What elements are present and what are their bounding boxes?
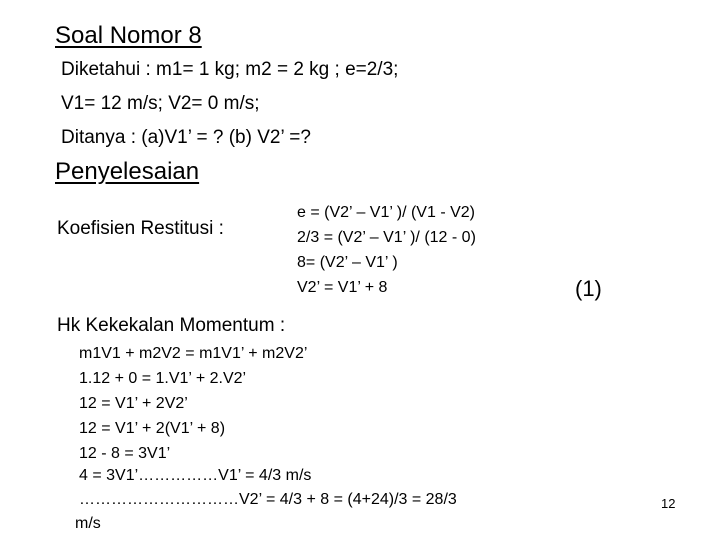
- momentum-step: m1V1 + m2V2 = m1V1’ + m2V2’: [79, 345, 308, 362]
- momentum-label: Hk Kekekalan Momentum :: [57, 315, 286, 336]
- restitution-equation: 2/3 = (V2’ – V1’ )/ (12 - 0): [297, 229, 476, 246]
- solution-heading: Penyelesaian: [55, 158, 200, 185]
- momentum-step: 1.12 + 0 = 1.V1’ + 2.V2’: [79, 370, 247, 387]
- momentum-step: 4 = 3V1’……………V1’ = 4/3 m/s: [79, 467, 312, 484]
- restitution-equation: V2’ = V1’ + 8: [297, 279, 388, 296]
- momentum-step: 12 = V1’ + 2(V1’ + 8): [79, 420, 226, 437]
- question-line: Ditanya : (a)V1’ = ? (b) V2’ =?: [61, 127, 311, 148]
- restitution-equation: 8= (V2’ – V1’ ): [297, 254, 398, 271]
- page-number: 12: [661, 496, 676, 511]
- momentum-step: 12 = V1’ + 2V2’: [79, 395, 188, 412]
- momentum-step: 12 - 8 = 3V1’: [79, 445, 171, 462]
- given-line-2: V1= 12 m/s; V2= 0 m/s;: [61, 93, 260, 114]
- slide-title: Soal Nomor 8: [55, 22, 202, 49]
- restitution-equation: e = (V2’ – V1’ )/ (V1 - V2): [297, 204, 475, 221]
- restitution-label: Koefisien Restitusi :: [57, 218, 224, 239]
- given-line-1: Diketahui : m1= 1 kg; m2 = 2 kg ; e=2/3;: [61, 59, 399, 80]
- equation-marker: (1): [575, 276, 602, 301]
- momentum-step: …………………………V2’ = 4/3 + 8 = (4+24)/3 = 28/3: [79, 491, 457, 508]
- momentum-step-continuation: m/s: [75, 515, 101, 532]
